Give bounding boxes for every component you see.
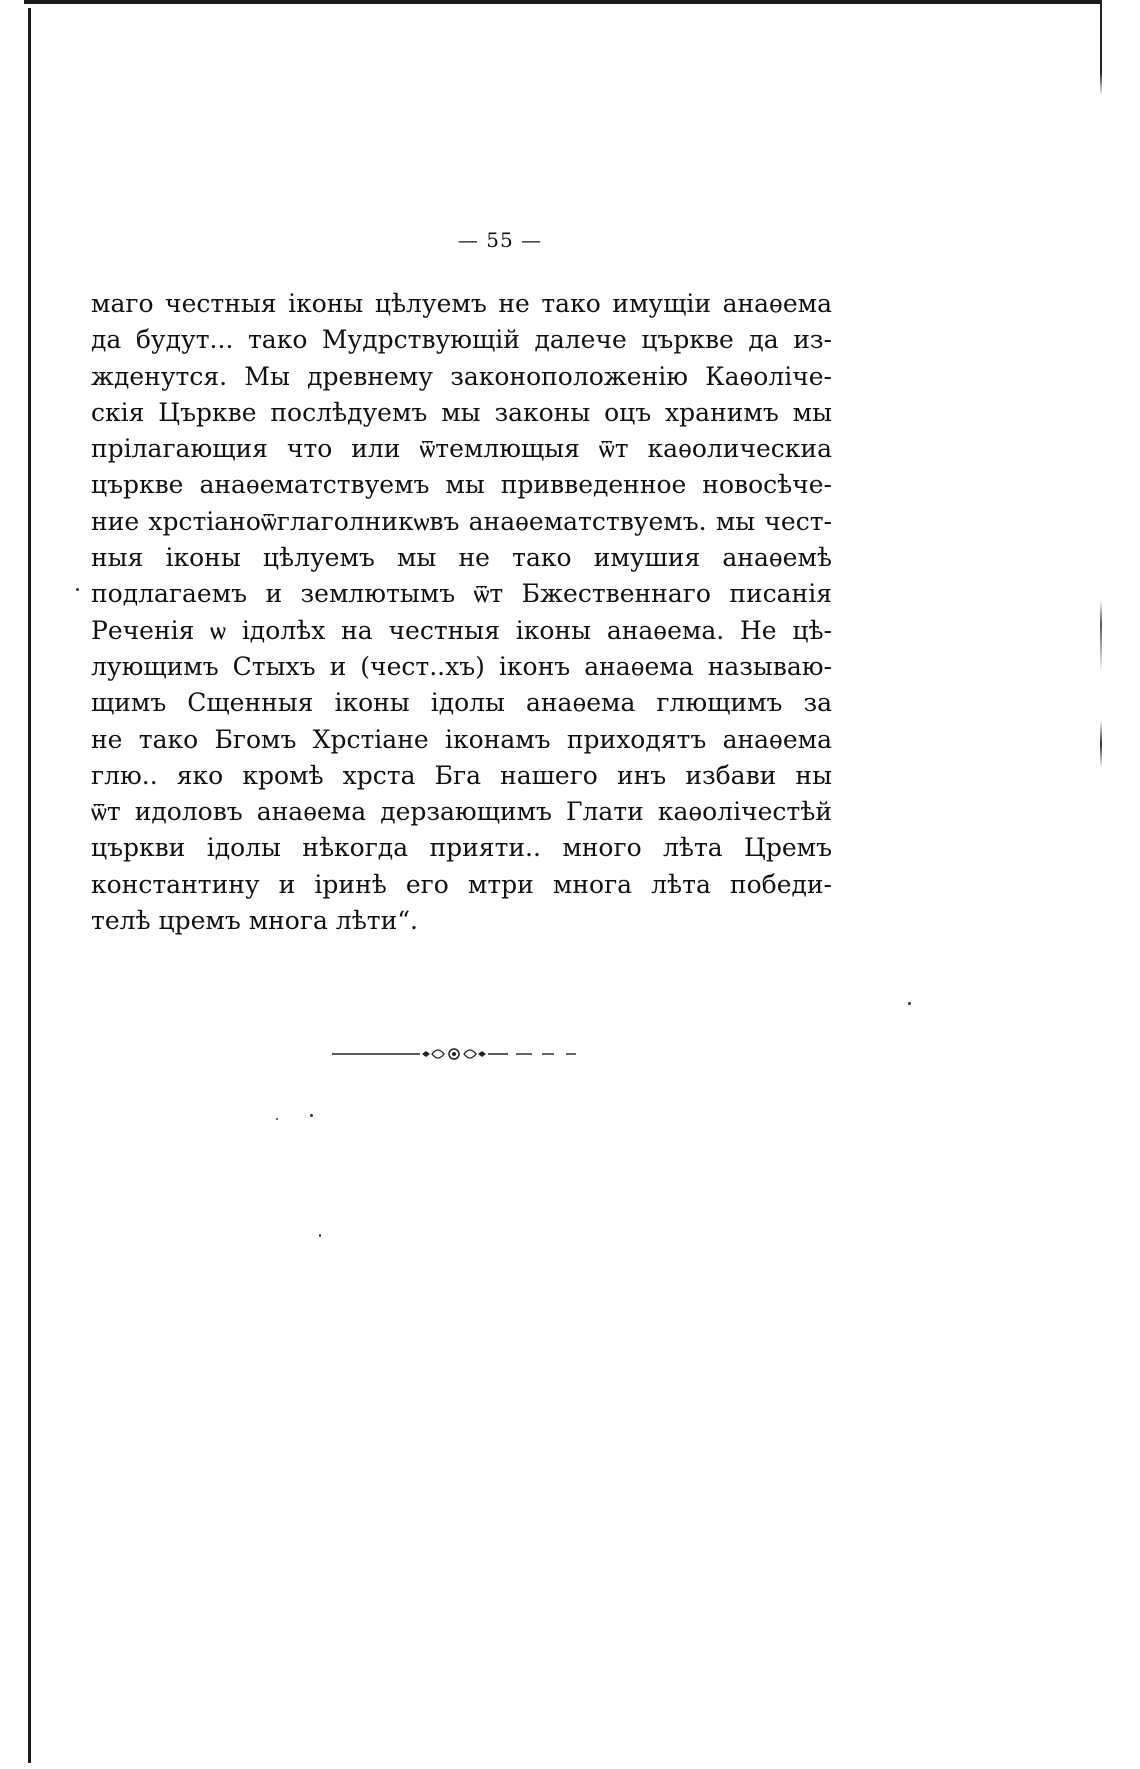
page-edge-right [1100,0,1102,1200]
paper-speck [319,1234,321,1237]
page-edge-top [24,0,1100,4]
paper-speck [276,1118,278,1120]
text-line: глю.. яко кромѣ хрста Бга нашего инъ избави ны [91,760,832,790]
text-line: Реченія ѡ ідолѣх на честныя іконы анаѳема. Не цѣ- [91,615,832,645]
text-line: подлагаемъ и землютымъ ѿт Бжественнаго писанія [91,579,832,609]
ornament-rosette-center [452,1052,456,1056]
page-edge-left [28,8,31,1763]
text-line: не тако Бгомъ Хрстіане іконамъ приходятъ анаѳема [91,724,832,754]
body-text [91,286,832,939]
text-line: жденутся. Мы древнему законоположенію Каѳолiче- [91,361,832,391]
text-line: ѿт идоловъ анаѳема дерзающимъ Глати каѳолiчестѣй [91,797,832,827]
text-line: скія Църкве послѣдуемъ мы законы оцъ хранимъ мы [91,397,832,427]
page-number: — 55 — [457,228,543,252]
paper-speck [310,1114,313,1117]
text-line: щимъ Сщенныя іконы ідолы анаѳема глющимъ за [91,688,832,718]
text-line: телѣ цремъ многа лѣти“. [91,906,418,936]
text-line: маго честныя іконы цѣлуемъ не тако имущіи анаѳема [91,289,832,318]
paper-speck [908,1002,911,1005]
text-line: да будут... тако Мудрствующій далече църкве да из- [91,325,832,355]
ornament-diamond-left [422,1051,430,1057]
text-line: ние хрстіаноѿглаголникѡвъ анаѳематствуемъ. мы чест- [91,506,832,536]
paper-speck [76,588,79,591]
text-line: лующимъ Стыхъ и (чест..хъ) іконъ анаѳема называю- [91,651,832,681]
text-line: прілагающия что или ѿтемлющыя ѿт каѳолическиа [91,434,832,464]
text-line: константину и іринѣ его мтри многа лѣта победи- [91,869,832,899]
text-line: ныя іконы цѣлуемъ мы не тако имушия анаѳемѣ [91,543,832,573]
text-line: църкве анаѳематствуемъ мы привведенное новосѣче- [91,470,832,500]
text-line: църкви ідолы нѣкогда прияти.. много лѣта Цремъ [91,833,832,863]
divider-ornament [332,1044,592,1064]
ornament-leaf-left [432,1050,444,1058]
ornament-leaf-right [464,1050,476,1058]
ornament-diamond-right [478,1051,486,1057]
